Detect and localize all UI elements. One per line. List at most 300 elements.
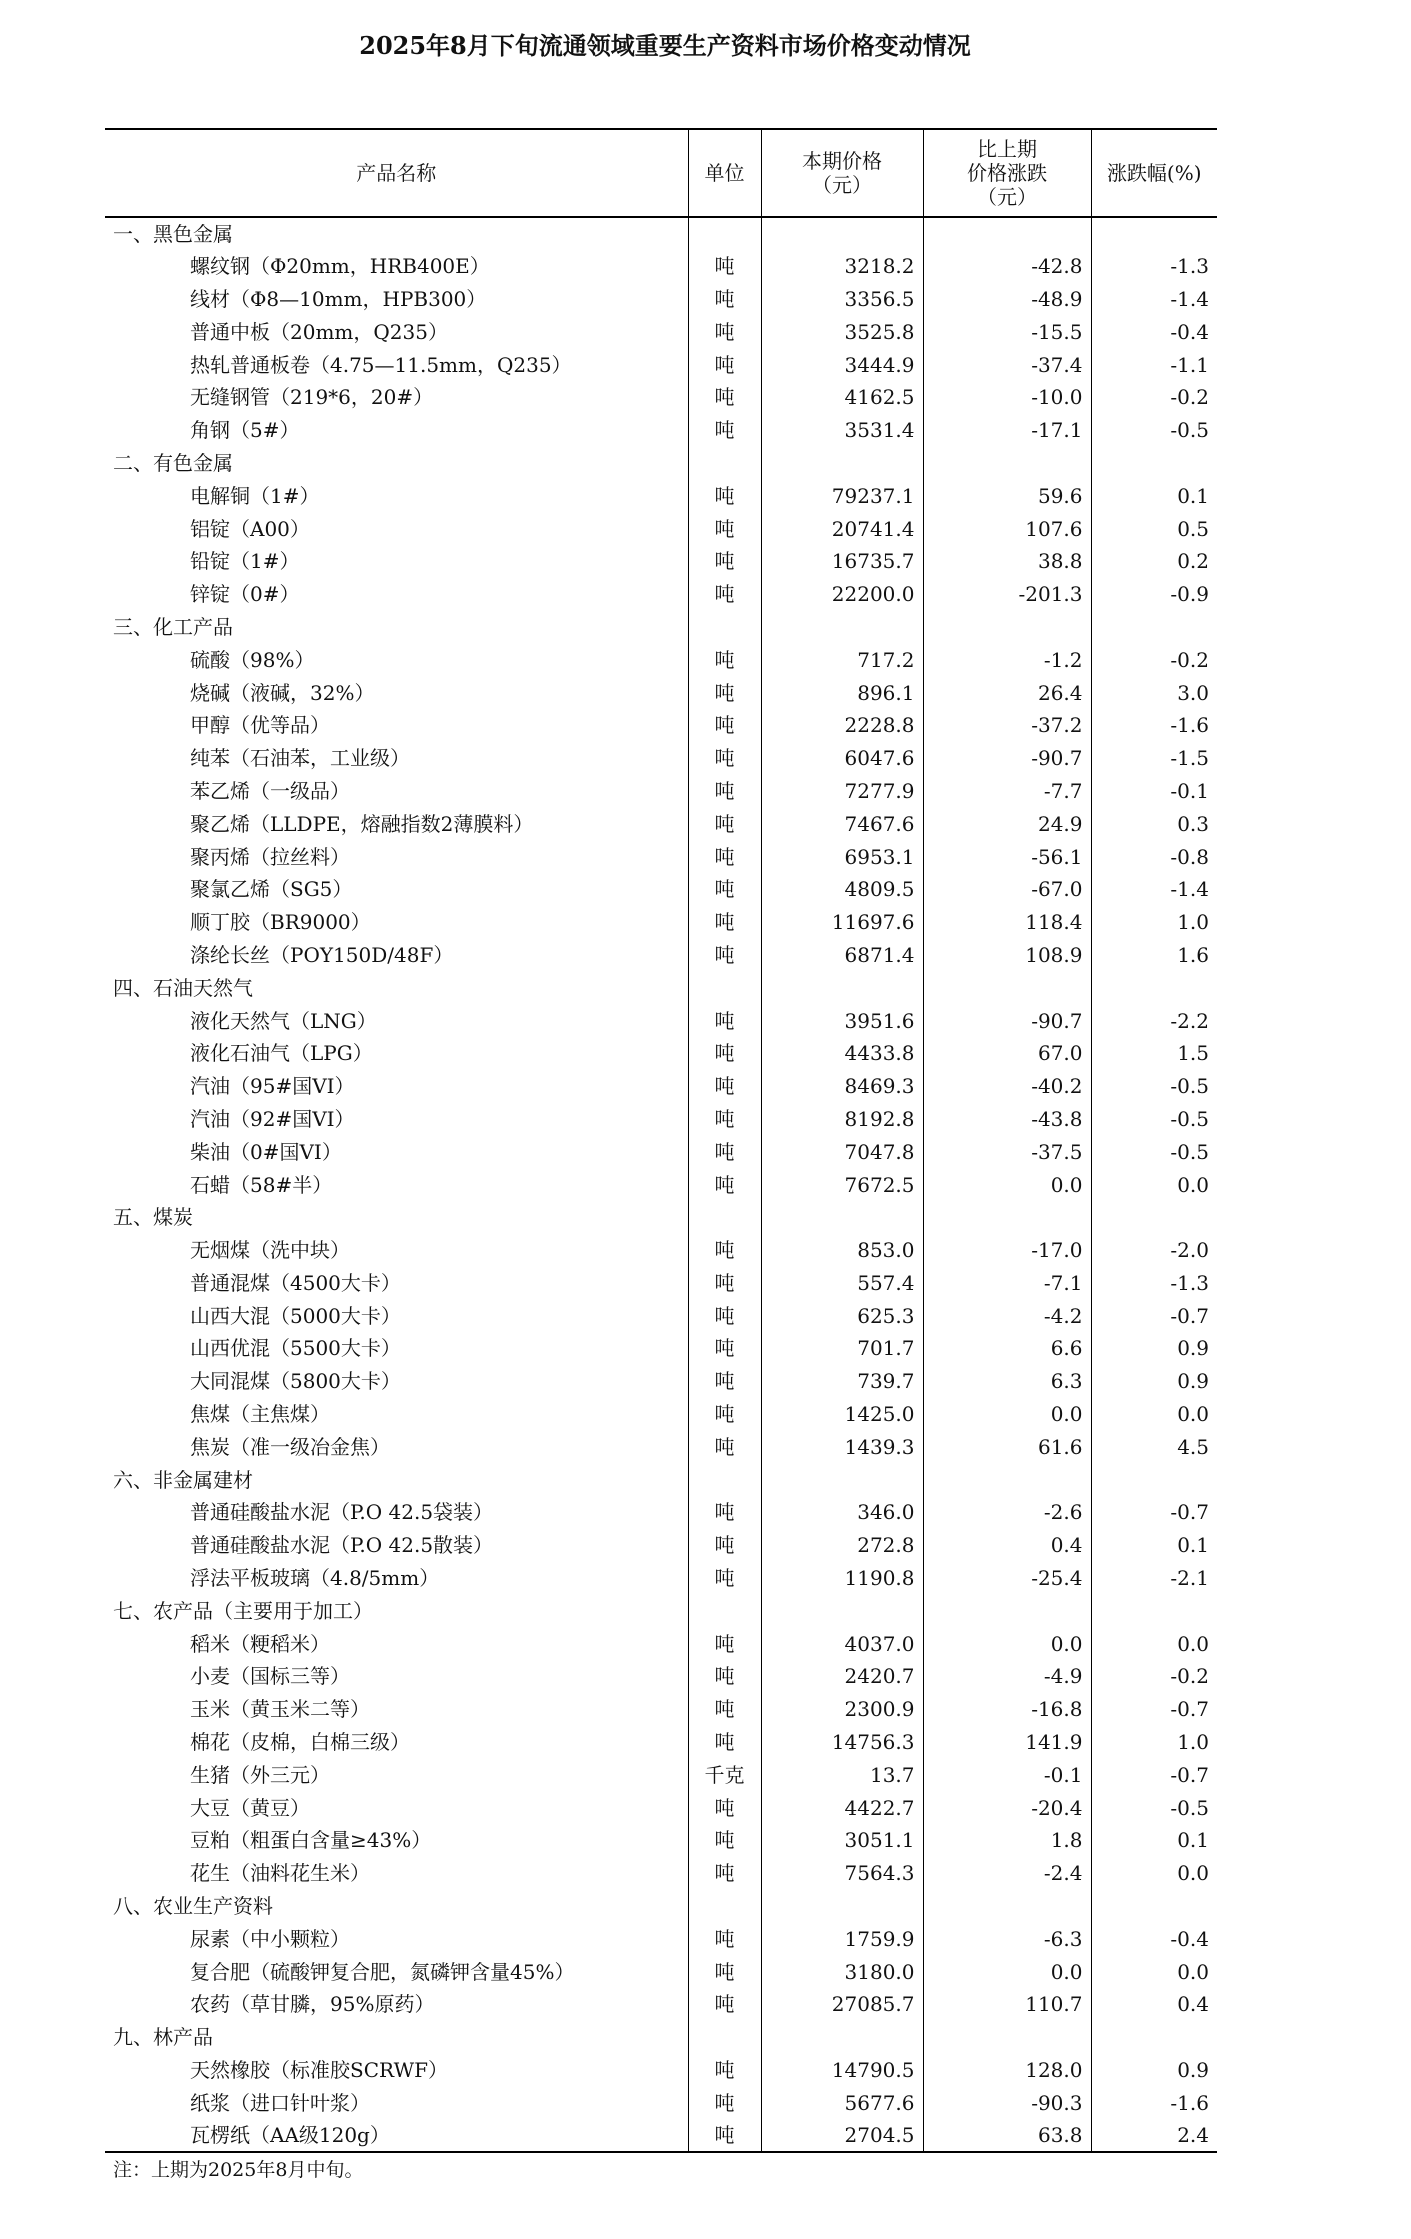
price-change: 141.9 xyxy=(923,1726,1091,1759)
current-price: 1439.3 xyxy=(761,1430,923,1463)
empty-cell xyxy=(923,1201,1091,1234)
table-row xyxy=(105,1660,1217,1693)
price-change: -90.3 xyxy=(923,2086,1091,2119)
change-percent: 1.5 xyxy=(1091,1037,1217,1070)
product-name: 花生（油料花生米） xyxy=(190,1861,370,1886)
change-percent: 0.0 xyxy=(1091,1627,1217,1660)
table-row xyxy=(105,643,1217,676)
header-unit: 单位 xyxy=(688,129,761,217)
product-name: 锌锭（0#） xyxy=(190,582,300,607)
unit-cell: 吨 xyxy=(688,873,761,906)
price-change: 108.9 xyxy=(923,939,1091,972)
product-name: 螺纹钢（Φ20mm，HRB400E） xyxy=(190,254,490,279)
price-change: -37.2 xyxy=(923,709,1091,742)
unit-cell: 吨 xyxy=(688,479,761,512)
product-name: 大豆（黄豆） xyxy=(190,1795,310,1820)
table-row xyxy=(105,1365,1217,1398)
table-row xyxy=(105,348,1217,381)
table-row xyxy=(105,1234,1217,1267)
table-row xyxy=(105,906,1217,939)
change-percent: -0.2 xyxy=(1091,643,1217,676)
unit-cell: 吨 xyxy=(688,1922,761,1955)
table-row xyxy=(105,1135,1217,1168)
change-percent: 0.2 xyxy=(1091,545,1217,578)
price-change: 63.8 xyxy=(923,2119,1091,2152)
category-row xyxy=(105,1201,1217,1234)
unit-cell: 吨 xyxy=(688,1365,761,1398)
empty-cell xyxy=(761,217,923,250)
change-percent: -0.5 xyxy=(1091,414,1217,447)
price-change: -90.7 xyxy=(923,1004,1091,1037)
change-percent: -0.9 xyxy=(1091,578,1217,611)
empty-cell xyxy=(923,971,1091,1004)
unit-cell: 吨 xyxy=(688,381,761,414)
product-name: 液化天然气（LNG） xyxy=(190,1008,377,1033)
empty-cell xyxy=(761,447,923,480)
product-name: 纸浆（进口针叶浆） xyxy=(190,2090,370,2115)
change-percent: -1.3 xyxy=(1091,1267,1217,1300)
change-percent: -0.7 xyxy=(1091,1758,1217,1791)
category-row xyxy=(105,971,1217,1004)
price-change: 128.0 xyxy=(923,2054,1091,2087)
current-price: 272.8 xyxy=(761,1529,923,1562)
change-percent: -1.4 xyxy=(1091,873,1217,906)
empty-cell xyxy=(1091,2021,1217,2054)
change-percent: -1.6 xyxy=(1091,2086,1217,2119)
product-name: 棉花（皮棉，白棉三级） xyxy=(190,1730,410,1755)
table-body xyxy=(105,217,1217,2152)
table-row xyxy=(105,1496,1217,1529)
header-price-unit: （元） xyxy=(812,173,872,197)
table-row xyxy=(105,1824,1217,1857)
table-row xyxy=(105,381,1217,414)
empty-cell xyxy=(688,611,761,644)
product-name: 玉米（黄玉米二等） xyxy=(190,1697,370,1722)
price-change: -37.4 xyxy=(923,348,1091,381)
unit-cell: 吨 xyxy=(688,315,761,348)
empty-cell xyxy=(923,447,1091,480)
empty-cell xyxy=(761,611,923,644)
table-row xyxy=(105,578,1217,611)
change-percent: 0.4 xyxy=(1091,1988,1217,2021)
current-price: 3444.9 xyxy=(761,348,923,381)
price-change: 0.0 xyxy=(923,1627,1091,1660)
change-percent: -0.7 xyxy=(1091,1299,1217,1332)
table-row xyxy=(105,1857,1217,1890)
empty-cell xyxy=(688,971,761,1004)
change-percent: 2.4 xyxy=(1091,2119,1217,2152)
price-change: 24.9 xyxy=(923,807,1091,840)
product-name: 铅锭（1#） xyxy=(190,549,300,574)
unit-cell: 吨 xyxy=(688,348,761,381)
product-name: 稻米（粳稻米） xyxy=(190,1631,330,1656)
change-percent: 0.1 xyxy=(1091,1824,1217,1857)
table-row xyxy=(105,775,1217,808)
product-name: 普通硅酸盐水泥（P.O 42.5袋装） xyxy=(190,1500,494,1525)
table-row xyxy=(105,1398,1217,1431)
price-change: -201.3 xyxy=(923,578,1091,611)
product-name: 硫酸（98%） xyxy=(190,647,315,672)
unit-cell: 吨 xyxy=(688,906,761,939)
header-price-line: 本期价格 xyxy=(802,149,882,173)
current-price: 739.7 xyxy=(761,1365,923,1398)
price-change: -37.5 xyxy=(923,1135,1091,1168)
change-percent: -0.4 xyxy=(1091,315,1217,348)
product-name: 山西优混（5500大卡） xyxy=(190,1336,401,1361)
price-change: -6.3 xyxy=(923,1922,1091,1955)
product-name: 聚氯乙烯（SG5） xyxy=(190,877,353,902)
table-row xyxy=(105,1430,1217,1463)
current-price: 16735.7 xyxy=(761,545,923,578)
change-percent: -2.1 xyxy=(1091,1562,1217,1595)
table-row xyxy=(105,873,1217,906)
current-price: 20741.4 xyxy=(761,512,923,545)
unit-cell: 吨 xyxy=(688,1168,761,1201)
price-change: -7.7 xyxy=(923,775,1091,808)
change-percent: 3.0 xyxy=(1091,676,1217,709)
change-percent: 0.0 xyxy=(1091,1398,1217,1431)
unit-cell: 吨 xyxy=(688,1693,761,1726)
price-change: 6.3 xyxy=(923,1365,1091,1398)
empty-cell xyxy=(1091,217,1217,250)
change-percent: 0.9 xyxy=(1091,2054,1217,2087)
empty-cell xyxy=(1091,971,1217,1004)
product-name: 焦炭（准一级冶金焦） xyxy=(190,1434,390,1459)
category-name: 六、非金属建材 xyxy=(113,1467,253,1492)
product-name: 天然橡胶（标准胶SCRWF） xyxy=(190,2058,449,2083)
price-change: -40.2 xyxy=(923,1070,1091,1103)
change-percent: -1.1 xyxy=(1091,348,1217,381)
empty-cell xyxy=(761,2021,923,2054)
product-name: 石蜡（58#半） xyxy=(190,1172,333,1197)
table-row xyxy=(105,1529,1217,1562)
table-row xyxy=(105,1726,1217,1759)
change-percent: -1.4 xyxy=(1091,283,1217,316)
table-row xyxy=(105,1299,1217,1332)
table-row xyxy=(105,2086,1217,2119)
change-percent: 4.5 xyxy=(1091,1430,1217,1463)
current-price: 557.4 xyxy=(761,1267,923,1300)
category-name: 四、石油天然气 xyxy=(113,975,253,1000)
current-price: 896.1 xyxy=(761,676,923,709)
current-price: 2420.7 xyxy=(761,1660,923,1693)
current-price: 701.7 xyxy=(761,1332,923,1365)
unit-cell: 吨 xyxy=(688,1726,761,1759)
empty-cell xyxy=(1091,447,1217,480)
price-change: 0.0 xyxy=(923,1168,1091,1201)
price-change: -90.7 xyxy=(923,742,1091,775)
category-name: 一、黑色金属 xyxy=(113,221,233,246)
current-price: 27085.7 xyxy=(761,1988,923,2021)
unit-cell: 吨 xyxy=(688,283,761,316)
table-row xyxy=(105,1168,1217,1201)
current-price: 4162.5 xyxy=(761,381,923,414)
empty-cell xyxy=(923,217,1091,250)
table-row xyxy=(105,512,1217,545)
price-change: 6.6 xyxy=(923,1332,1091,1365)
current-price: 3356.5 xyxy=(761,283,923,316)
change-percent: -0.5 xyxy=(1091,1070,1217,1103)
product-name: 顺丁胶（BR9000） xyxy=(190,910,371,935)
unit-cell: 吨 xyxy=(688,2119,761,2152)
current-price: 3951.6 xyxy=(761,1004,923,1037)
unit-cell: 吨 xyxy=(688,840,761,873)
change-percent: -1.5 xyxy=(1091,742,1217,775)
table-row xyxy=(105,1791,1217,1824)
table-row xyxy=(105,1004,1217,1037)
product-name: 无缝钢管（219*6，20#） xyxy=(190,385,434,410)
header-change-line-1: 比上期 xyxy=(977,137,1037,161)
empty-cell xyxy=(761,971,923,1004)
change-percent: 0.3 xyxy=(1091,807,1217,840)
price-table-container xyxy=(105,128,1217,2153)
change-percent: 0.9 xyxy=(1091,1332,1217,1365)
current-price: 14790.5 xyxy=(761,2054,923,2087)
product-name: 普通中板（20mm，Q235） xyxy=(190,319,448,344)
category-name: 九、林产品 xyxy=(113,2025,213,2050)
table-row xyxy=(105,939,1217,972)
category-row xyxy=(105,1463,1217,1496)
category-row xyxy=(105,1594,1217,1627)
price-change: -1.2 xyxy=(923,643,1091,676)
unit-cell: 吨 xyxy=(688,414,761,447)
price-change: 1.8 xyxy=(923,1824,1091,1857)
category-row xyxy=(105,217,1217,250)
price-change: 107.6 xyxy=(923,512,1091,545)
price-change: 38.8 xyxy=(923,545,1091,578)
price-change: -20.4 xyxy=(923,1791,1091,1824)
empty-cell xyxy=(923,1594,1091,1627)
table-row xyxy=(105,1103,1217,1136)
product-name: 铝锭（A00） xyxy=(190,516,310,541)
product-name: 无烟煤（洗中块） xyxy=(190,1238,350,1263)
product-name: 线材（Φ8—10mm，HPB300） xyxy=(190,286,487,311)
table-row xyxy=(105,2054,1217,2087)
price-change: -7.1 xyxy=(923,1267,1091,1300)
price-change: -4.9 xyxy=(923,1660,1091,1693)
category-name: 二、有色金属 xyxy=(113,450,233,475)
table-row xyxy=(105,414,1217,447)
change-percent: -0.2 xyxy=(1091,1660,1217,1693)
change-percent: 0.0 xyxy=(1091,1955,1217,1988)
table-row xyxy=(105,840,1217,873)
current-price: 4433.8 xyxy=(761,1037,923,1070)
change-percent: -0.7 xyxy=(1091,1693,1217,1726)
product-name: 尿素（中小颗粒） xyxy=(190,1926,350,1951)
unit-cell: 吨 xyxy=(688,775,761,808)
price-change: 0.0 xyxy=(923,1955,1091,1988)
current-price: 8469.3 xyxy=(761,1070,923,1103)
category-name: 三、化工产品 xyxy=(113,614,233,639)
current-price: 4422.7 xyxy=(761,1791,923,1824)
price-change: -56.1 xyxy=(923,840,1091,873)
current-price: 7277.9 xyxy=(761,775,923,808)
empty-cell xyxy=(761,1890,923,1923)
current-price: 7672.5 xyxy=(761,1168,923,1201)
empty-cell xyxy=(688,217,761,250)
price-change: 0.0 xyxy=(923,1398,1091,1431)
table-row xyxy=(105,807,1217,840)
unit-cell: 吨 xyxy=(688,1627,761,1660)
change-percent: -0.5 xyxy=(1091,1791,1217,1824)
unit-cell: 吨 xyxy=(688,1529,761,1562)
product-name: 液化石油气（LPG） xyxy=(190,1041,373,1066)
current-price: 4809.5 xyxy=(761,873,923,906)
current-price: 6047.6 xyxy=(761,742,923,775)
product-name: 汽油（92#国VI） xyxy=(190,1106,355,1131)
change-percent: -0.7 xyxy=(1091,1496,1217,1529)
table-row xyxy=(105,1693,1217,1726)
table-row xyxy=(105,709,1217,742)
change-percent: -1.6 xyxy=(1091,709,1217,742)
price-change: -42.8 xyxy=(923,250,1091,283)
current-price: 625.3 xyxy=(761,1299,923,1332)
product-name: 复合肥（硫酸钾复合肥，氮磷钾含量45%） xyxy=(190,1959,575,1984)
price-change: -2.6 xyxy=(923,1496,1091,1529)
price-change: -48.9 xyxy=(923,283,1091,316)
current-price: 1190.8 xyxy=(761,1562,923,1595)
current-price: 6871.4 xyxy=(761,939,923,972)
unit-cell: 吨 xyxy=(688,1660,761,1693)
price-change: -15.5 xyxy=(923,315,1091,348)
unit-cell: 吨 xyxy=(688,1234,761,1267)
table-row xyxy=(105,283,1217,316)
header-product-name: 产品名称 xyxy=(105,129,688,217)
current-price: 22200.0 xyxy=(761,578,923,611)
unit-cell: 吨 xyxy=(688,1135,761,1168)
unit-cell: 吨 xyxy=(688,709,761,742)
product-name: 热轧普通板卷（4.75—11.5mm，Q235） xyxy=(190,352,572,377)
product-name: 柴油（0#国VI） xyxy=(190,1139,342,1164)
price-change: 110.7 xyxy=(923,1988,1091,2021)
category-row xyxy=(105,2021,1217,2054)
category-name: 八、农业生产资料 xyxy=(113,1894,273,1919)
empty-cell xyxy=(761,1201,923,1234)
table-row xyxy=(105,1988,1217,2021)
category-row xyxy=(105,1890,1217,1923)
unit-cell: 吨 xyxy=(688,1103,761,1136)
change-percent: 1.0 xyxy=(1091,1726,1217,1759)
change-percent: -2.2 xyxy=(1091,1004,1217,1037)
product-name: 浮法平板玻璃（4.8/5mm） xyxy=(190,1566,440,1591)
unit-cell: 吨 xyxy=(688,2086,761,2119)
change-percent: -0.1 xyxy=(1091,775,1217,808)
table-row xyxy=(105,1037,1217,1070)
price-change: -16.8 xyxy=(923,1693,1091,1726)
product-name: 电解铜（1#） xyxy=(190,483,320,508)
unit-cell: 吨 xyxy=(688,1037,761,1070)
product-name: 豆粕（粗蛋白含量≥43%） xyxy=(190,1828,432,1853)
change-percent: 0.9 xyxy=(1091,1365,1217,1398)
unit-cell: 吨 xyxy=(688,1398,761,1431)
current-price: 3051.1 xyxy=(761,1824,923,1857)
current-price: 853.0 xyxy=(761,1234,923,1267)
unit-cell: 吨 xyxy=(688,1430,761,1463)
current-price: 2300.9 xyxy=(761,1693,923,1726)
unit-cell: 吨 xyxy=(688,578,761,611)
unit-cell: 吨 xyxy=(688,939,761,972)
product-name: 小麦（国标三等） xyxy=(190,1664,350,1689)
table-row xyxy=(105,676,1217,709)
current-price: 717.2 xyxy=(761,643,923,676)
page-title: 2025年8月下旬流通领域重要生产资料市场价格变动情况 xyxy=(359,31,971,60)
empty-cell xyxy=(1091,1890,1217,1923)
price-change: -0.1 xyxy=(923,1758,1091,1791)
empty-cell xyxy=(688,1463,761,1496)
table-row xyxy=(105,1758,1217,1791)
table-row xyxy=(105,1562,1217,1595)
unit-cell: 吨 xyxy=(688,1562,761,1595)
current-price: 2704.5 xyxy=(761,2119,923,2152)
product-name: 苯乙烯（一级品） xyxy=(190,778,350,803)
empty-cell xyxy=(688,447,761,480)
price-change: -4.2 xyxy=(923,1299,1091,1332)
current-price: 3531.4 xyxy=(761,414,923,447)
empty-cell xyxy=(1091,1463,1217,1496)
price-change: -2.4 xyxy=(923,1857,1091,1890)
unit-cell: 吨 xyxy=(688,512,761,545)
unit-cell: 吨 xyxy=(688,1267,761,1300)
product-name: 汽油（95#国VI） xyxy=(190,1074,355,1099)
current-price: 3180.0 xyxy=(761,1955,923,1988)
table-row xyxy=(105,1627,1217,1660)
current-price: 6953.1 xyxy=(761,840,923,873)
category-name: 五、煤炭 xyxy=(113,1205,193,1230)
current-price: 79237.1 xyxy=(761,479,923,512)
unit-cell: 吨 xyxy=(688,807,761,840)
empty-cell xyxy=(761,1463,923,1496)
table-row xyxy=(105,1955,1217,1988)
current-price: 5677.6 xyxy=(761,2086,923,2119)
change-percent: 1.0 xyxy=(1091,906,1217,939)
empty-cell xyxy=(1091,611,1217,644)
price-change: -17.1 xyxy=(923,414,1091,447)
header-change-unit: （元） xyxy=(977,185,1037,209)
product-name: 山西大混（5000大卡） xyxy=(190,1303,401,1328)
price-change: -17.0 xyxy=(923,1234,1091,1267)
price-change: -25.4 xyxy=(923,1562,1091,1595)
current-price: 2228.8 xyxy=(761,709,923,742)
empty-cell xyxy=(923,611,1091,644)
change-percent: -0.2 xyxy=(1091,381,1217,414)
price-change: 118.4 xyxy=(923,906,1091,939)
current-price: 7564.3 xyxy=(761,1857,923,1890)
unit-cell: 吨 xyxy=(688,1070,761,1103)
change-percent: 0.1 xyxy=(1091,479,1217,512)
change-percent: -1.3 xyxy=(1091,250,1217,283)
product-name: 涤纶长丝（POY150D/48F） xyxy=(190,942,454,967)
product-name: 大同混煤（5800大卡） xyxy=(190,1369,401,1394)
unit-cell: 吨 xyxy=(688,1988,761,2021)
current-price: 13.7 xyxy=(761,1758,923,1791)
current-price: 14756.3 xyxy=(761,1726,923,1759)
empty-cell xyxy=(688,2021,761,2054)
price-change: 61.6 xyxy=(923,1430,1091,1463)
price-change: 67.0 xyxy=(923,1037,1091,1070)
footnote: 注：上期为2025年8月中旬。 xyxy=(113,2159,364,2181)
change-percent: 0.5 xyxy=(1091,512,1217,545)
change-percent: 0.1 xyxy=(1091,1529,1217,1562)
table-row xyxy=(105,479,1217,512)
table-row xyxy=(105,1332,1217,1365)
table-row xyxy=(105,545,1217,578)
product-name: 农药（草甘膦，95%原药） xyxy=(190,1992,435,2017)
product-name: 聚乙烯（LLDPE，熔融指数2薄膜料） xyxy=(190,811,534,836)
change-percent: -0.5 xyxy=(1091,1103,1217,1136)
product-name: 角钢（5#） xyxy=(190,418,300,443)
product-name: 普通硅酸盐水泥（P.O 42.5散装） xyxy=(190,1533,494,1558)
product-name: 普通混煤（4500大卡） xyxy=(190,1270,401,1295)
